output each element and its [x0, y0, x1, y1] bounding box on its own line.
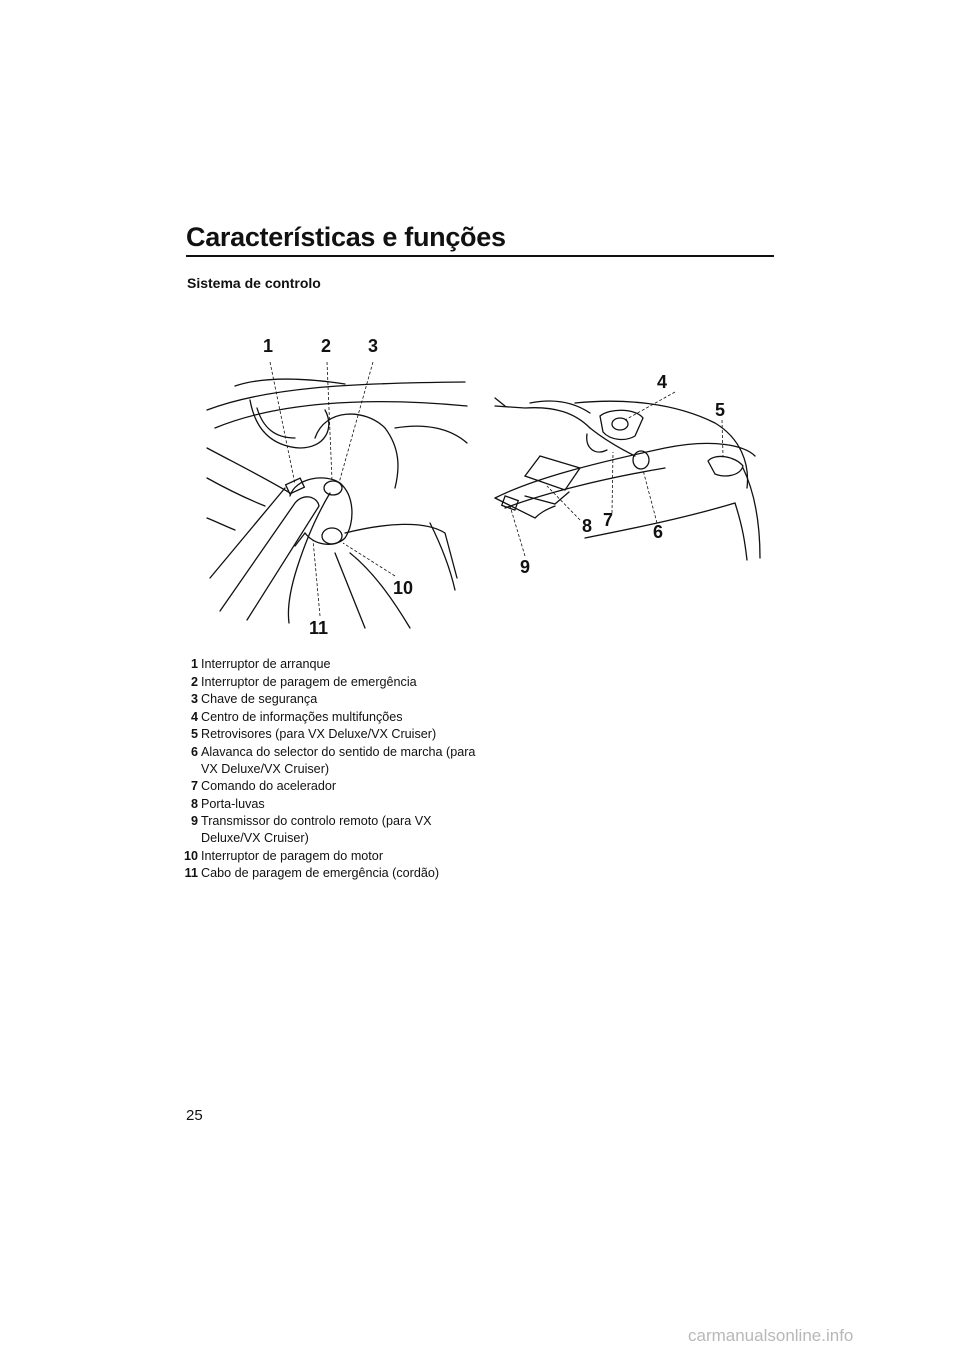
control-system-illustration	[195, 328, 765, 648]
legend-number: 8	[190, 796, 198, 811]
callout-9: 9	[520, 557, 531, 577]
legend-item	[183, 726, 483, 743]
legend-number: 7	[190, 779, 198, 793]
legend-number: 3	[190, 692, 198, 706]
legend-item	[183, 674, 483, 691]
legend-number: 1	[190, 657, 198, 671]
legend-item	[183, 691, 483, 708]
callout-5: 5	[715, 400, 726, 420]
legend-text: Retrovisores (para VX Deluxe/VX Cruiser)	[201, 727, 437, 741]
callout-1: 1	[263, 336, 274, 356]
legend-text: Cabo de paragem de emergência (cordão)	[201, 866, 440, 880]
callout-7: 7	[603, 510, 614, 530]
legend-item	[183, 709, 483, 726]
callout-3: 3	[368, 336, 379, 356]
callout-8: 8	[582, 516, 593, 536]
title-rule	[186, 255, 774, 257]
legend-text: Chave de segurança	[201, 692, 318, 706]
legend-item	[183, 813, 483, 847]
legend-item	[183, 744, 483, 778]
legend-item	[183, 656, 483, 673]
legend-text: Transmissor do controlo remoto (para VX Deluxe/VX Cruiser)	[201, 814, 432, 845]
callout-6: 6	[653, 522, 664, 542]
legend-number: 2	[190, 674, 198, 689]
legend-number: 11	[184, 866, 198, 880]
legend-number: 5	[190, 727, 198, 741]
legend-text: Interruptor de arranque	[201, 657, 331, 671]
callout-11: 11	[309, 618, 329, 638]
section-heading: Sistema de controlo	[187, 275, 321, 291]
callout-2: 2	[321, 336, 332, 356]
callout-numbers	[263, 336, 725, 638]
legend-number: 9	[190, 814, 198, 828]
legend-number: 4	[190, 709, 198, 724]
page-title: Características e funções	[186, 222, 506, 252]
legend-text: Alavanca do selector do sentido de marcha (para VX Deluxe/VX Cruiser)	[201, 744, 476, 776]
watermark: carmanualsonline.info	[688, 1326, 854, 1345]
page-number: 25	[186, 1107, 203, 1124]
legend-item	[183, 865, 483, 882]
legend-item	[183, 796, 483, 813]
console-view-drawing	[495, 398, 760, 560]
legend-item	[183, 778, 483, 795]
legend-text: Porta-luvas	[201, 796, 265, 811]
legend-text: Comando do acelerador	[201, 779, 337, 793]
figure-legend	[183, 656, 483, 883]
handlebar-view-drawing	[207, 379, 467, 628]
legend-number: 6	[190, 744, 198, 759]
legend-text: Centro de informações multifunções	[201, 709, 403, 724]
legend-text: Interruptor de paragem do motor	[201, 848, 384, 863]
legend-text: Interruptor de paragem de emergência	[201, 674, 417, 689]
callout-4: 4	[657, 372, 668, 392]
callout-10: 10	[393, 578, 414, 598]
leader-lines	[270, 362, 726, 616]
legend-item	[183, 848, 483, 865]
legend-number: 10	[183, 848, 198, 863]
